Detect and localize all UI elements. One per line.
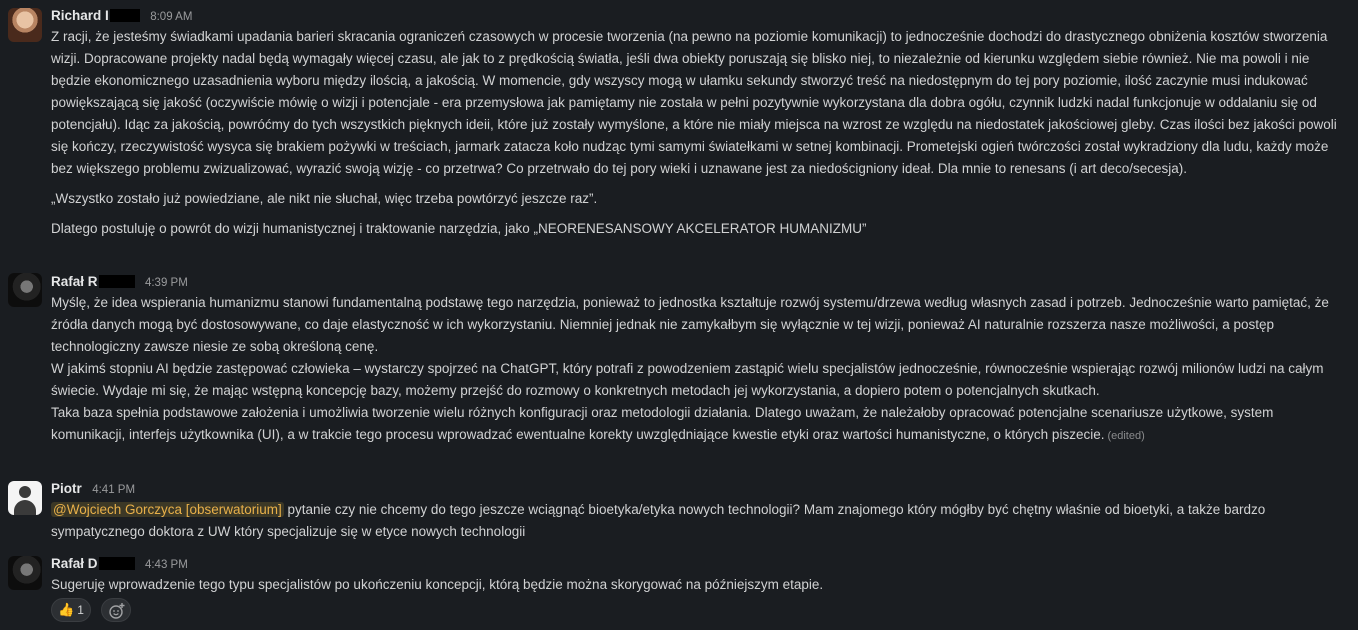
thumbs-up-icon: 👍 bbox=[58, 602, 75, 617]
avatar-head-shape bbox=[19, 486, 31, 498]
message-text: pytanie czy nie chcemy do tego jeszcze wciągnąć bioetyka/etyka nowych technologii? Mam znajomego który mógłby być chętny właśnie od bioetyki, a także bardzo sympatycznego doktora z UW który specjalizuje się w etyce nowych technologii bbox=[51, 502, 1266, 539]
avatar[interactable] bbox=[8, 556, 42, 590]
add-reaction-button[interactable] bbox=[101, 598, 131, 622]
timestamp[interactable]: 4:41 PM bbox=[92, 484, 136, 496]
message-paragraph bbox=[51, 402, 1341, 447]
redaction-bar bbox=[110, 9, 140, 22]
message-paragraph bbox=[51, 499, 1341, 543]
message-header bbox=[51, 555, 188, 573]
user-mention[interactable]: @Wojciech Gorczyca [obserwatorium] bbox=[53, 502, 282, 517]
author-name[interactable]: Rafał R bbox=[51, 274, 98, 289]
timestamp[interactable]: 4:39 PM bbox=[144, 277, 188, 289]
avatar-body-shape bbox=[14, 500, 36, 515]
message-body bbox=[51, 26, 1341, 240]
author-name[interactable]: Richard I bbox=[51, 8, 109, 23]
author-name[interactable]: Piotr bbox=[51, 481, 82, 496]
author-name[interactable]: Rafał D bbox=[51, 556, 98, 571]
message-body bbox=[51, 292, 1341, 447]
add-reaction-icon bbox=[108, 602, 126, 620]
message-header bbox=[51, 480, 135, 498]
message-paragraph: Myślę, że idea wspierania humanizmu stanowi fundamentalną podstawę tego narzędzia, ponieważ to jednostka kształtuje rozwój systemu/drzewa według własnych zasad i potrzeb. Jednocześnie warto pamiętać, że źródła danych mogą być dostosowywane, co daje elastyczność w ich wykorzystaniu. Niemniej jednak nie zamykałbym się wyłącznie w tej wizji, ponieważ AI naturalnie rozszerza nasze możliwości, a postęp technologiczny zawsze niesie ze sobą określoną cenę. bbox=[51, 295, 1329, 354]
message-header bbox=[51, 273, 188, 291]
message-paragraph: W jakimś stopniu AI będzie zastępować człowieka – wystarczy spojrzeć na ChatGPT, który potrafi z powodzeniem zastąpić wielu specjalistów jednocześnie, równocześnie wspierając rozwój milionów ludzi na całym świecie. Wydaje mi się, że mając wstępną koncepcję bazy, możemy przejść do rozmowy o konkretnych metodach jej wykorzystania, a dopiero potem o potencjalnych skutkach. bbox=[51, 361, 1324, 398]
reaction-count: 1 bbox=[77, 603, 84, 617]
avatar[interactable] bbox=[8, 8, 42, 42]
message-header bbox=[51, 7, 192, 25]
message-paragraph: „Wszystko zostało już powiedziane, ale nikt nie słuchał, więc trzeba powtórzyć jeszcze raz”. bbox=[51, 191, 598, 206]
message-paragraph: Dlatego postuluję o powrót do wizji humanistycznej i traktowanie narzędzia, jako „NEORENESANSOWY AKCELERATOR HUMANIZMU” bbox=[51, 221, 867, 236]
message-paragraph: Sugeruję wprowadzenie tego typu specjalistów po ukończeniu koncepcji, którą będzie można skorygować na późniejszym etapie. bbox=[51, 577, 824, 592]
reaction-pill[interactable] bbox=[51, 598, 91, 622]
redaction-bar bbox=[99, 275, 135, 288]
avatar[interactable] bbox=[8, 273, 42, 307]
message-text: Taka baza spełnia podstawowe założenia i umożliwia tworzenie wielu różnych konfiguracji oraz metodologii działania. Dlatego uważam, że należałoby opracować potencjalne scenariusze użytkowe, system komunikacji, interfejs użytkownika (UI), a w trakcie tego procesu wprowadzać ewentualne korekty uwzględniające kwestie etyki oraz wartości humanistyczne, o których piszecie. bbox=[51, 405, 1274, 442]
timestamp[interactable]: 4:43 PM bbox=[144, 559, 188, 571]
redaction-bar bbox=[99, 557, 135, 570]
message-paragraph: Z racji, że jesteśmy świadkami upadania barieri skracania ograniczeń czasowych w procesie tworzenia (na pewno na poziomie komunikacji) to jednocześnie dochodzi do drastycznego obniżenia kosztów stworzenia wizji. Dopracowane projekty nadal będą wymagały więcej czasu, ale jak to z prędkością światła, jeśli dwa obiekty poruszają się blisko niej, to niezależnie od kierunku względem siebie również. Nie ma powoli i nie będzie ekonomicznego uzasadnienia wyboru między ilością, a jakością. W momencie, gdy wszyscy mogą w ułamku sekundy stworzyć treść na niedostępnym do tej pory poziomie, ilość zaczynie musi indukować powiększającą się jakość (oczywiście mówię o wizji i potencjale - era przemysłowa jak pamiętamy nie została w pełni pozytywnie wykorzystana dla dobra ogółu, czynnik ludzki nadal funkcjonuje w oddalaniu się od potencjału). Idąc za jakością, powróćmy do tych wszystkich pięknych ideii, które już zostały wymyślone, a które nie miały miejsca na wzrost ze względu na niedostatek jakościowej gleby. Czas ilości bez jakości powoli się kończy, rzeczywistość wysyca się brakiem pożywki w treściach, jarmark zatacza koło nudząc tymi samymi światełkami w setnej kombinacji. Prometejski ogień twórczości został wykradziony dla ludu, każdy może bez większego problemu zwizualizować, wyrazić swoją wizję - co przetrwa? Co przetrwało do tej pory wieki i uznawane jest za niedościgniony ideał. Dla mnie to renesans (i art deco/secesja). bbox=[51, 29, 1337, 176]
timestamp[interactable]: 8:09 AM bbox=[150, 11, 193, 23]
message-body bbox=[51, 499, 1341, 543]
message-body bbox=[51, 574, 1341, 596]
edited-label: (edited) bbox=[1107, 430, 1145, 442]
avatar[interactable] bbox=[8, 481, 42, 515]
